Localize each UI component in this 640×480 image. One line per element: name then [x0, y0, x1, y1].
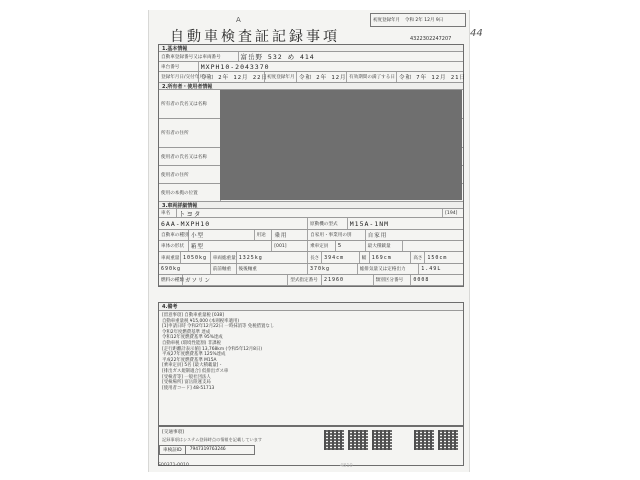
id-value: 7947319763246: [186, 445, 255, 455]
remarks-line: 自動車税 (環境性能割) 非課税: [162, 340, 221, 346]
registration-number: 富岳野 532 め 414: [240, 53, 315, 61]
title-mark: A: [236, 16, 241, 24]
qr-code-4: [414, 430, 434, 450]
notice-text: 記録事項はシステム登録時点の情報を記載しています: [162, 437, 263, 442]
section-header: 2.所有者・使用者情報: [159, 83, 463, 90]
remarks-line: 平成22年度燃費基準 M15A: [162, 357, 217, 363]
remarks-header: 4.備考: [159, 303, 463, 311]
footer-code: S00371-0010: [158, 463, 189, 468]
first-registration-box: [370, 13, 466, 27]
expiry-date: 令和 7年 12月 21日: [399, 75, 466, 81]
maker-name: トヨタ: [177, 209, 443, 217]
remarks-line: 令和2年度燃費基準 達成: [162, 329, 211, 335]
base-location-row: 使用の本拠の位置: [159, 184, 463, 202]
registration-row: 自動車登録番号又は車両番号 富岳野 532 め 414: [159, 52, 463, 62]
document-number: 4322302247207: [410, 36, 452, 42]
user-address-row: 使用者の住所: [159, 166, 463, 184]
remarks-line: [走行距離計表示値] 13,768km (令和5年12月8日): [162, 346, 263, 352]
section-header: 3.車両詳細情報: [159, 202, 463, 209]
remarks-line: 平成27年度燃費基準 125%達成: [162, 352, 226, 358]
chassis-row: 車台番号 MXPH10-2043370: [159, 62, 463, 72]
registration-date: 令和 2年 12月 22日: [199, 72, 265, 82]
fuel-row: 燃料の種類 ガソリン 型式指定番号 21960 類別区分番号 0008: [159, 275, 463, 286]
remarks-line: [排出ガス規制適合] 低排出ガス車: [162, 368, 229, 374]
qr-code-1: [324, 430, 344, 450]
footer-faint-code: 4810: [340, 463, 353, 469]
qr-code-3: [372, 430, 392, 450]
maker-row: 車名 トヨタ [194]: [159, 209, 463, 218]
document-title: 自動車検査証記録事項: [170, 29, 340, 45]
owner-name-row: 所有者の氏名又は名称: [159, 90, 463, 119]
remarks-lines: [159, 311, 463, 393]
id-label: 車検証ID: [159, 445, 186, 455]
stamp-value: 令和 2年 12月 9日: [405, 18, 444, 23]
qr-code-2: [348, 430, 368, 450]
user-name-row: 使用者の氏名又は名称: [159, 148, 463, 166]
remarks-line: 自動車重量税 ¥15,000 (本則税率適用): [162, 318, 240, 324]
owner-address-row: 所有者の住所: [159, 119, 463, 148]
remarks-line: [受検者等] 一般社団法人: [162, 374, 211, 380]
remarks-line: [乗車定員] 5名 [最大積載量] -: [162, 363, 222, 369]
remarks-line: [受検場所] 富岳陸運支局: [162, 380, 211, 386]
redaction-block: [220, 90, 462, 200]
remarks-section: [158, 302, 464, 426]
shape-row: 車体の形状 箱型 [001] 乗車定員 5 最大積載量: [159, 241, 463, 252]
engine-model: M15A-1NM: [349, 219, 390, 228]
notice-heading: [交通事項]: [162, 430, 184, 435]
remarks-line: [使用者コード] 48-51713: [162, 385, 215, 391]
remarks-line: 令和12年度燃費基準 95%達成: [162, 335, 223, 341]
handwritten-note: 44: [470, 28, 483, 39]
chassis-number: MXPH10-2043370: [200, 62, 270, 71]
remarks-line: [留意事項] 自動車重量税 [038]: [162, 313, 224, 318]
section-header: 1.基本情報: [159, 45, 463, 52]
certificate-id: [159, 445, 255, 455]
axle-row: 690kg 前前軸重 後後軸重 370kg 総排気量又は定格出力 1.49L: [159, 264, 463, 275]
kind-row: 自動車の種別 小型 用途 乗用 自家用・事業用の別 自家用: [159, 230, 463, 241]
model-code: 6AA-MXPH10: [159, 218, 308, 229]
remarks-line: [1]申請日時 令和2年12月22日 一時抹消等 免税措置なし: [162, 324, 275, 330]
weight-row: 車両重量 1050kg 車両総重量 1325kg 長さ 394cm 幅 169cm 高さ 150cm: [159, 252, 463, 264]
model-row: 6AA-MXPH10 原動機の型式 M15A-1NM: [159, 218, 463, 230]
qr-code-5: [438, 430, 458, 450]
first-registration-date: 令和 2年 12月: [297, 72, 347, 82]
stamp-label: 初度登録年月: [373, 18, 400, 23]
dates-row: 登録年月日/交付年月日 令和 2年 12月 22日 初度登録年月 令和 2年 12月 有効期間の満了する日 令和 7年 12月 21日: [159, 72, 463, 83]
